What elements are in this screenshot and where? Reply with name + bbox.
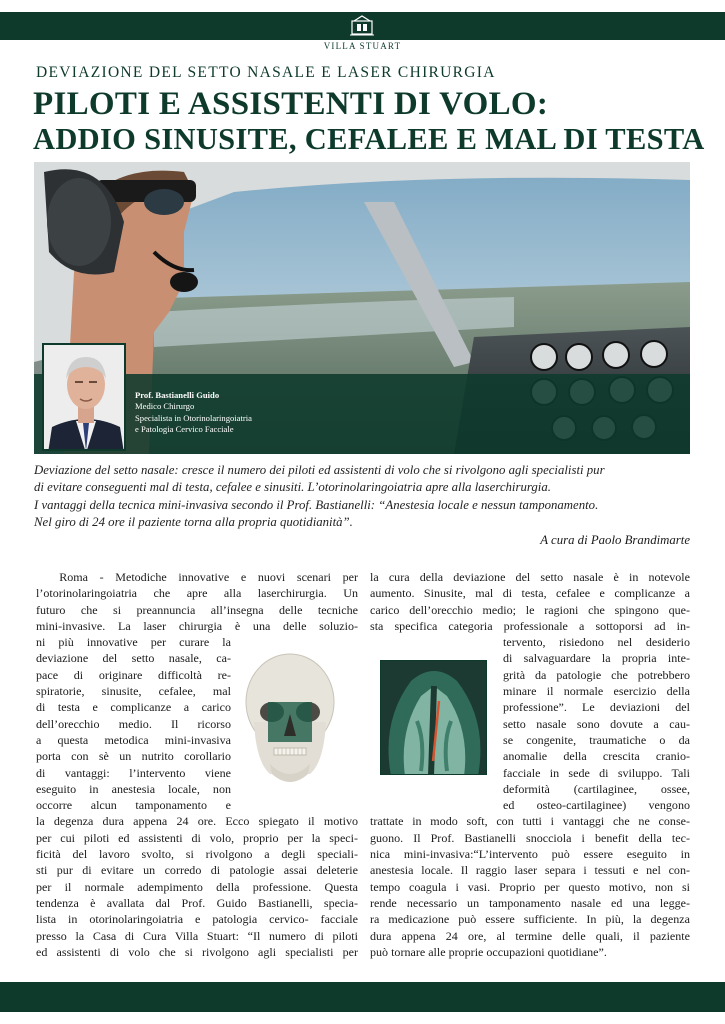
body-line: ni più innovative per curare la: [36, 635, 231, 650]
cockpit-photo: [34, 162, 690, 454]
body-line: per il normale adempimento della professione. Questa: [36, 879, 358, 894]
body-line: nica mini-invasiva:“L’intervento può essere eseguito in: [370, 847, 690, 862]
body-line: tendenza è avallata dal Prof. Guido Bastianelli, specia-: [36, 895, 358, 910]
body-line: la cura della deviazione del setto nasale è in notevole: [370, 570, 690, 584]
lead-line: Nel giro di 24 ore il paziente torna alla propria quotidianità”.: [34, 515, 353, 530]
headline-line-2: ADDIO SINUSITE, CEFALEE E MAL DI TESTA: [33, 122, 705, 156]
lead-line: di evitare conseguenti mal di testa, cefalee e sinusiti. L’otorinolaringoiatria apre alla laserchirurgia.: [34, 480, 551, 495]
body-line: aumento. Sinusite, mal di testa, cefalee e complicanze a: [370, 586, 690, 601]
body-line: grità da patologie che potrebbero: [503, 667, 690, 682]
body-line: tervento, risiedono nel desiderio: [503, 635, 690, 650]
body-line: anestesia locale. Il raggio laser separa i tessuti e nel con-: [370, 863, 690, 878]
body-line: Roma - Metodiche innovative e nuovi scenari per: [36, 570, 358, 584]
body-line: lista in otorinolaringoiatria e patologia cervico- facciale: [36, 912, 358, 927]
crest-logo: [348, 15, 376, 37]
body-line: di vantaggi: l’intervento viene: [36, 765, 231, 780]
caption-line: Medico Chirurgo: [135, 401, 195, 412]
body-line: ed assistenti di volo che si rivolgono agli specialisti per: [36, 944, 358, 959]
bottom-banner-bar: [0, 982, 725, 1012]
skull-illustration: [240, 652, 340, 792]
body-line: per cui piloti ed assistenti di volo, proprio per la speci-: [36, 830, 358, 845]
body-line: anomalie della crescita cranio-: [503, 749, 690, 764]
body-line: può tornare alle proprie occupazioni quotidiane”.: [370, 944, 607, 959]
body-line: setto nasale sono dovute a cau-: [503, 716, 690, 731]
body-line: deviazione del setto nasale, ca-: [36, 651, 231, 666]
caption-band: [34, 374, 690, 454]
body-line: sta specifica categoria professionale a sottoporsi ad in-: [370, 618, 690, 633]
body-line: la degenza dura appena 24 ore. Ecco spiegato il motivo: [36, 814, 358, 829]
brand-name: VILLA STUART: [323, 41, 402, 51]
lead-paragraph: [34, 462, 690, 532]
lead-line: I vantaggi della tecnica mini-invasiva secondo il Prof. Bastianelli: “Anestesia locale e nessun tamponamento.: [34, 497, 599, 512]
body-line: presso la Casa di Cura Villa Stuart: “Il numero di piloti: [36, 928, 358, 943]
body-line: a questa metodica mini-invasiva: [36, 732, 231, 747]
caption-line: Specialista in Otorinolaringoiatria: [135, 412, 252, 423]
body-line: carico dell’orecchio medio; le ragioni che spingono que-: [370, 602, 690, 617]
body-line: rende necessario un tamponamento nasale ed una legge-: [370, 895, 690, 910]
headline-line-1: PILOTI E ASSISTENTI DI VOLO:: [33, 86, 549, 122]
portrait-photo: [42, 343, 126, 451]
body-line: spiratorie, sinusite, cefalee, mal: [36, 684, 231, 699]
section-kicker: DEVIAZIONE DEL SETTO NASALE E LASER CHIRURGIA: [36, 64, 496, 81]
body-line: dura appena 24 ore, al termine delle quali, il paziente: [370, 928, 690, 943]
body-line: deformità (cartilaginee, ossee,: [503, 781, 690, 796]
body-line: facciale in sede di sviluppo. Tali: [503, 765, 690, 780]
body-line: ra medicazione può essere sufficiente. In più, la degenza: [370, 912, 690, 927]
body-line: ed osteo-cartilaginee) vengono: [503, 798, 690, 813]
body-line: se congenite, traumatiche o da: [503, 732, 690, 747]
body-line: mini-invasive. La laser chirurgia è una delle soluzio-: [36, 618, 358, 633]
caption-name: Prof. Bastianelli Guido: [135, 390, 220, 400]
body-line: trattate in modo soft, con tutti i vantaggi che ne conse-: [370, 814, 690, 829]
byline: A cura di Paolo Brandimarte: [540, 533, 690, 547]
body-line: di salvaguardare la propria inte-: [503, 651, 690, 666]
body-line: dell’orecchio medio. Il ricorso: [36, 716, 231, 731]
body-line: futuro che si preannuncia all’insegna delle tecniche: [36, 602, 358, 617]
body-line: minare il normale esercizio della: [503, 684, 690, 699]
body-line: professione”. Le deviazioni del: [503, 700, 690, 715]
caption-line: e Patologia Cervico Facciale: [135, 423, 234, 434]
body-line: ficità del lavoro svolto, si rivolgono a degli speciali-: [36, 847, 358, 862]
body-line: pace di originare difficoltà re-: [36, 667, 231, 682]
body-line: di testa e complicanze a carico: [36, 700, 231, 715]
body-line: tempo coagula i vasi. Proprio per questo motivo, non si: [370, 879, 690, 894]
body-line: porta con sè un nutrito corollario: [36, 749, 231, 764]
photo-caption: [135, 390, 252, 435]
lead-line: Deviazione del setto nasale: cresce il numero dei piloti ed assistenti di volo che si rivolgono agli specialisti pur: [34, 463, 605, 477]
body-line: eseguito in anestesia locale, non: [36, 781, 231, 796]
body-line: l’otorinolaringoiatria che apre alla laserchirurgia. Un: [36, 586, 358, 601]
body-line: guono. Il Prof. Bastianelli snocciola i benefit della tec-: [370, 830, 690, 845]
body-line: occorre alcun tamponamento e: [36, 798, 231, 813]
column-2: [370, 569, 690, 960]
body-line: sti pur di evitare un corredo di patologie assai deleterie: [36, 863, 358, 878]
